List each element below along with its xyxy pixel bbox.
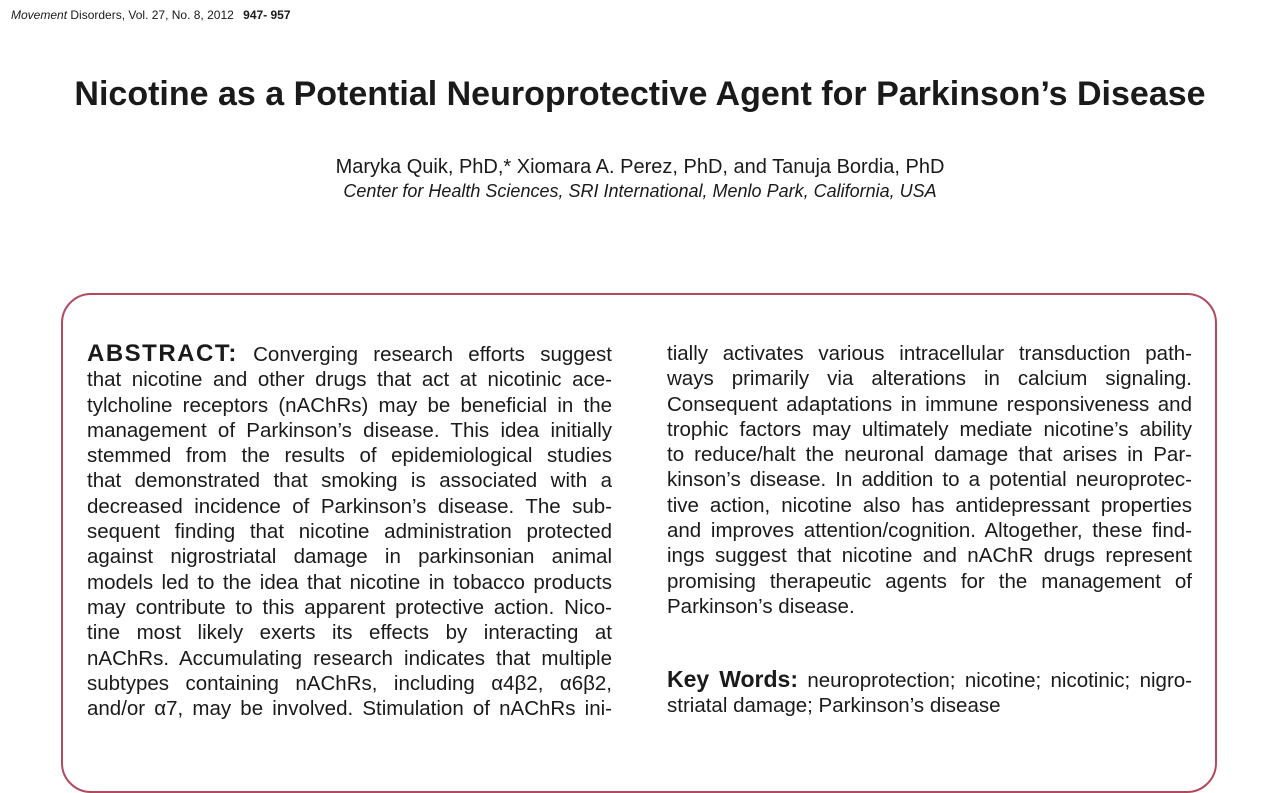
abstract-line: tially activates various intracellular transduction path- [667,342,1192,365]
abstract-line: tine most likely exerts its effects by interacting at [87,621,612,645]
abstract-line: tylcholine receptors (nAChRs) may be beneficial in the [87,393,612,417]
author-list: Maryka Quik, PhD,* Xiomara A. Perez, PhD, and Tanuja Bordia, PhD [335,156,945,178]
abstract-line: subtypes containing nAChRs, including α4β2, α6β2, [87,671,612,695]
abstract-line: that nicotine and other drugs that act at nicotinic ace- [87,368,612,392]
page-range: 947- 957 [243,8,291,22]
abstract-line: management of Parkinson’s disease. This idea initially [87,418,612,442]
abstract-line: decreased incidence of Parkinson’s disease. The sub- [87,494,612,518]
author-affiliation: Center for Health Sciences, SRI International, Menlo Park, California, USA [343,181,937,201]
abstract-line: may contribute to this apparent protective action. Nico- [87,595,612,619]
keywords-line: striatal damage; Parkinson’s disease [667,694,1001,718]
abstract-line: sequent finding that nicotine administration protected [87,520,612,544]
keywords [667,667,1192,719]
abstract-line: to reduce/halt the neuronal damage that arises in Par- [667,443,1192,467]
abstract-left-column [87,341,612,721]
abstract-line: tive action, nicotine also has antidepressant properties [667,493,1192,517]
running-head [11,8,291,22]
abstract-line: and improves attention/cognition. Altogether, these find- [667,519,1192,543]
journal-citation: Disorders, Vol. 27, No. 8, 2012 [70,8,234,22]
keywords-first-line-text: neuroprotection; nicotine; nicotinic; nigro- [807,669,1192,692]
abstract-first-line-text: Converging research efforts suggest [253,343,612,366]
abstract-line [87,341,612,367]
abstract-line: Consequent adaptations in immune responsiveness and [667,392,1192,416]
abstract-line: trophic factors may ultimately mediate nicotine’s ability [667,417,1192,441]
abstract-line: and/or α7, may be involved. Stimulation of nAChRs ini- [87,697,612,721]
journal-name: Movement [11,8,68,22]
keywords-line [667,667,1192,693]
abstract-line: ways primarily via alterations in calcium signaling. [667,367,1192,391]
abstract-line: kinson’s disease. In addition to a potential neuroprotec- [667,468,1192,492]
keywords-label: Key Words: [667,667,799,692]
abstract-line: stemmed from the results of epidemiological studies [87,444,612,468]
abstract-line: against nigrostriatal damage in parkinsonian animal [87,545,612,569]
abstract-label: ABSTRACT: [87,341,238,367]
abstract-line: nAChRs. Accumulating research indicates that multiple [87,646,612,670]
abstract-line: Parkinson’s disease. [667,594,855,618]
abstract-line: models led to the idea that nicotine in tobacco products [87,570,612,594]
article-title: Nicotine as a Potential Neuroprotective Agent for Parkinson’s Disease [74,75,1206,113]
abstract-line: ings suggest that nicotine and nAChR drugs represent [667,544,1192,568]
abstract-right-column [667,341,1192,619]
abstract-line: that demonstrated that smoking is associated with a [87,469,612,493]
abstract-line: promising therapeutic agents for the management of [667,569,1192,593]
